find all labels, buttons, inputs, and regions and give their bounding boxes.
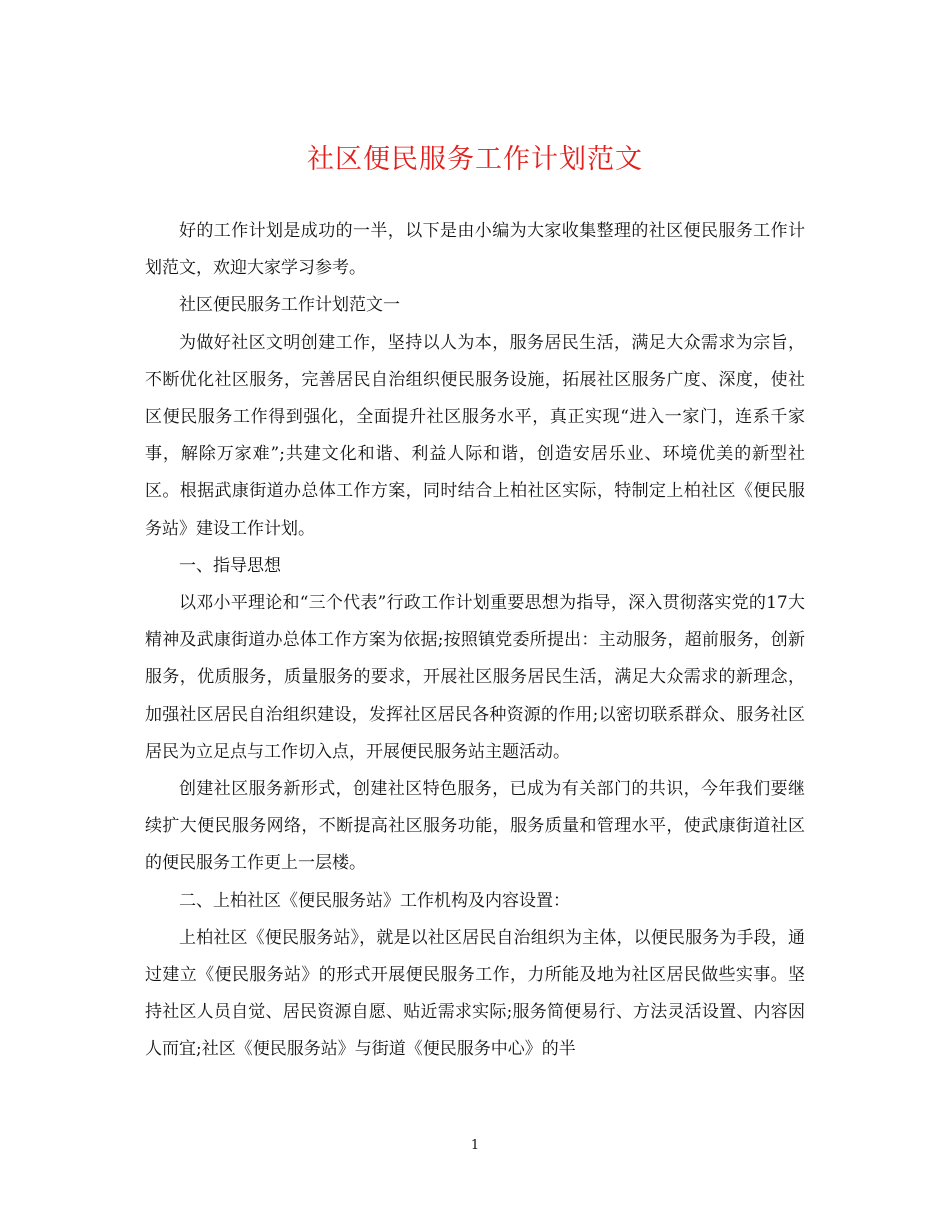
paragraph: 上柏社区《便民服务站》，就是以社区居民自治组织为主体，以便民服务为手段，通过建立《便民服务站》的形式开展便民服务工作，力所能及地为社区居民做些实事。坚持社区人员自觉、居民资源自愿、贴近需求实际;服务简便易行、方法灵活设置、内容因人而宜;社区《便民服务站》与街道《便民服务中心》的半 (145, 927, 805, 1060)
paragraph: 为做好社区文明创建工作，坚持以人为本，服务居民生活，满足大众需求为宗旨，不断优化社区服务，完善居民自治组织便民服务设施，拓展社区服务广度、深度，使社区便民服务工作得到强化，全面提升社区服务水平，真正实现“进入一家门，连系千家事，解除万家难”;共建文化和谐、利益人际和谐，创造安居乐业、环境优美的新型社区。根据武康街道办总体工作方案，同时结合上柏社区实际，特制定上柏社区《便民服务站》建设工作计划。 (145, 332, 805, 539)
paragraph: 创建社区服务新形式，创建社区特色服务，已成为有关部门的共识，今年我们要继续扩大便民服务网络，不断提高社区服务功能，服务质量和管理水平，使武康街道社区的便民服务工作更上一层楼。 (145, 779, 805, 874)
page-number: 1 (470, 1138, 480, 1153)
paragraph: 以邓小平理论和“三个代表”行政工作计划重要思想为指导，深入贯彻落实党的17大精神及武康街道办总体工作方案为依据;按照镇党委所提出：主动服务，超前服务，创新服务，优质服务，质量服务的要求，开展社区服务居民生活，满足大众需求的新理念，加强社区居民自治组织建设，发挥社区居民各种资源的作用;以密切联系群众、服务社区居民为立足点与工作切入点，开展便民服务站主题活动。 (145, 593, 805, 762)
document-title: 社区便民服务工作计划范文 (307, 144, 643, 175)
section-heading: 社区便民服务工作计划范文一 (179, 295, 400, 316)
section-heading: 一、指导思想 (179, 555, 281, 576)
paragraph-intro: 好的工作计划是成功的一半，以下是由小编为大家收集整理的社区便民服务工作计划范文，欢迎大家学习参考。 (145, 221, 805, 279)
document-body (145, 213, 805, 1069)
section-heading: 二、上柏社区《便民服务站》工作机构及内容设置： (179, 890, 570, 911)
